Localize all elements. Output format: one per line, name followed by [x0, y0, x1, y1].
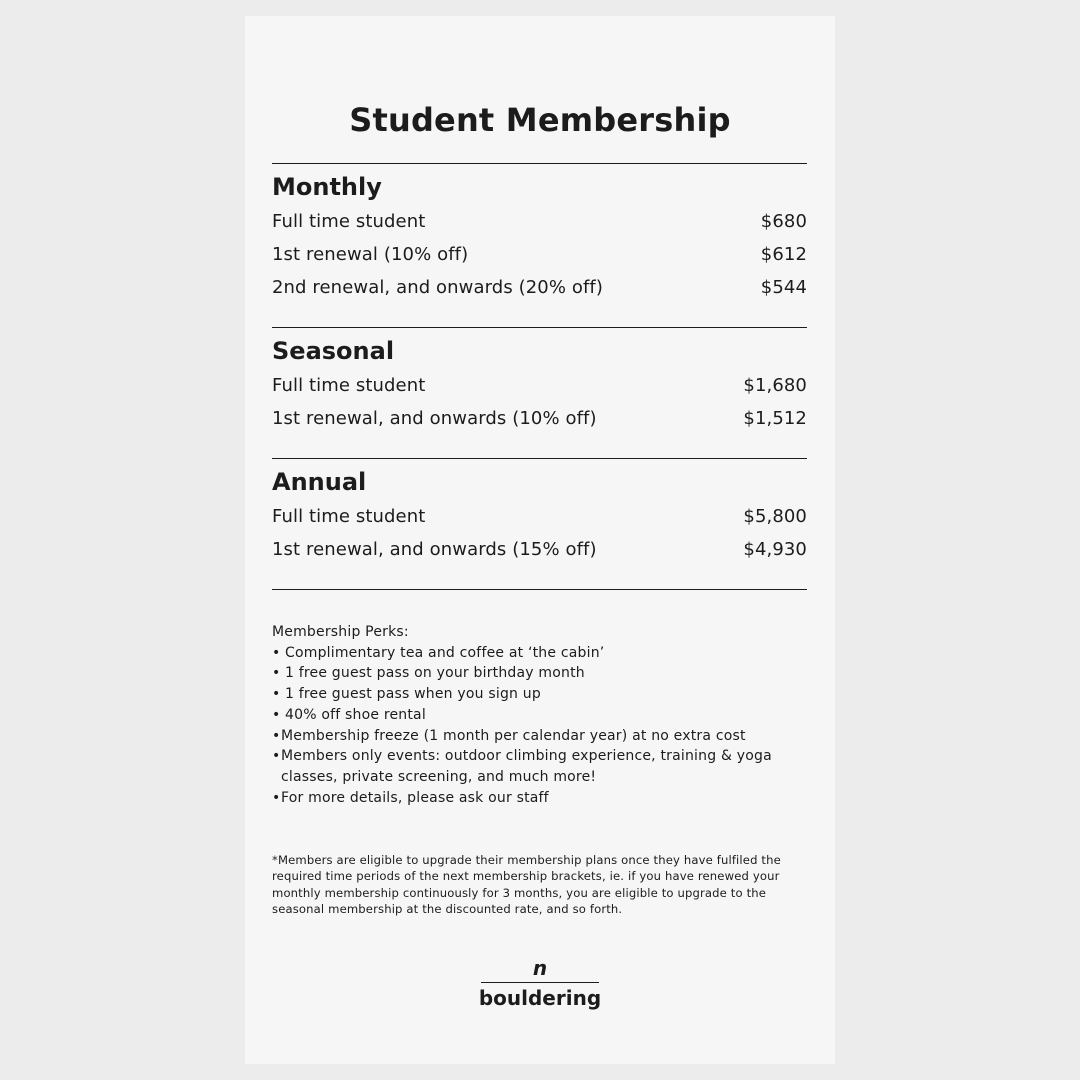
membership-card	[245, 16, 835, 1064]
divider	[272, 458, 807, 459]
plan-label: 1st renewal (10% off)	[272, 244, 469, 265]
price-row	[272, 402, 807, 435]
logo-mark: n	[532, 956, 548, 980]
section-seasonal	[272, 335, 807, 435]
plan-label: Full time student	[272, 375, 426, 396]
plan-price: $1,680	[743, 375, 807, 396]
price-row	[272, 205, 807, 238]
perk-item: • Members only events: outdoor climbing experience, training & yoga classes, private screening, and much more!	[272, 746, 807, 787]
plan-price: $4,930	[743, 539, 807, 560]
plan-label: Full time student	[272, 211, 426, 232]
plan-label: 2nd renewal, and onwards (20% off)	[272, 277, 603, 298]
logo-wordmark: bouldering	[478, 986, 602, 1010]
divider	[272, 327, 807, 328]
upgrade-note: *Members are eligible to upgrade their membership plans once they have fulfiled the required time periods of the next membership brackets, ie. if you have renewed your monthly membership continuously for 3 months, you are eligible to upgrade to the seasonal membership at the discounted rate, and so forth.	[272, 853, 781, 917]
perk-item: • For more details, please ask our staff	[272, 788, 807, 809]
section-heading: Annual	[272, 468, 367, 496]
divider	[272, 163, 807, 164]
perk-item: • 1 free guest pass when you sign up	[272, 684, 807, 705]
section-heading: Monthly	[272, 173, 382, 201]
plan-label: 1st renewal, and onwards (15% off)	[272, 539, 597, 560]
perk-item: • 40% off shoe rental	[272, 705, 807, 726]
plan-price: $1,512	[743, 408, 807, 429]
plan-price: $544	[760, 277, 807, 298]
section-heading: Seasonal	[272, 337, 395, 365]
price-row	[272, 238, 807, 271]
plan-price: $612	[760, 244, 807, 265]
divider	[272, 589, 807, 590]
price-row	[272, 500, 807, 533]
page-title: Student Membership	[349, 101, 731, 139]
plan-price: $680	[760, 211, 807, 232]
perk-item: • Membership freeze (1 month per calendar year) at no extra cost	[272, 726, 807, 747]
plan-label: 1st renewal, and onwards (10% off)	[272, 408, 597, 429]
plan-price: $5,800	[743, 506, 807, 527]
plan-label: Full time student	[272, 506, 426, 527]
section-monthly	[272, 171, 807, 304]
section-annual	[272, 466, 807, 566]
price-row	[272, 369, 807, 402]
perks-heading: Membership Perks:	[272, 624, 409, 640]
price-row	[272, 271, 807, 304]
price-row	[272, 533, 807, 566]
membership-perks	[272, 622, 807, 808]
perk-item: • 1 free guest pass on your birthday month	[272, 663, 807, 684]
brand-logo	[478, 956, 602, 1012]
perk-item: • Complimentary tea and coffee at ‘the cabin’	[272, 643, 807, 664]
logo-divider	[481, 982, 599, 983]
